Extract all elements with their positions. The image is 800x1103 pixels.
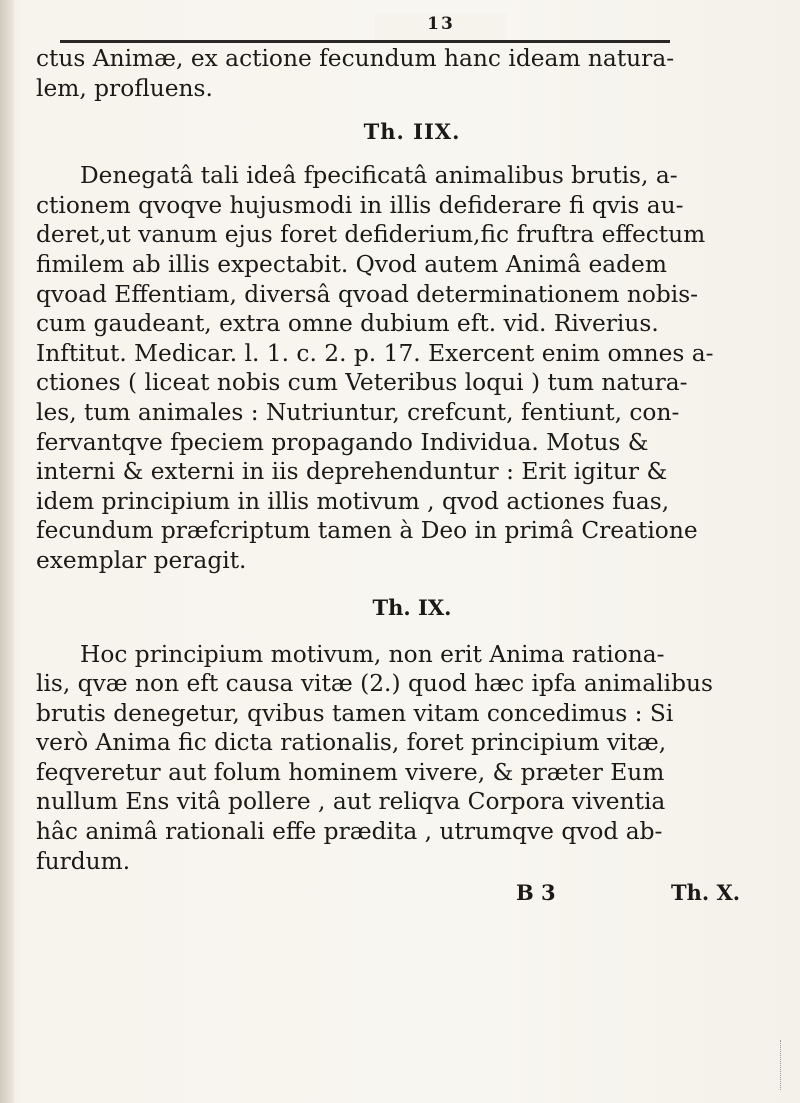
paper-fold-mark [780,1040,791,1090]
text-line: ctus Animæ, ex actione fecundum hanc ideam natura- [36,45,675,72]
text-line: Denegatâ tali ideâ fpecificatâ animalibus brutis, a- [80,162,678,190]
text-line: les, tum animales : Nutriuntur, crefcunt, fentiunt, con- [36,398,680,426]
page-edge-shadow [0,0,14,1103]
text-line: fimilem ab illis expectabit. Qvod autem Animâ eadem [36,250,667,278]
text-line: idem principium in illis motivum , qvod actiones fuas, [36,487,670,515]
text-line: qvoad Effentiam, diversâ qvoad determinationem nobis- [36,280,699,308]
text-line: fecundum præfcriptum tamen à Deo in primâ Creatione [36,517,698,545]
text-line: nullum Ens vitâ pollere , aut reliqva Corpora viventia [36,788,666,816]
page-footer [36,878,788,908]
text-line: ctionem qvoqve hujusmodi in illis defiderare fi qvis au- [36,191,684,219]
text-line: Inftitut. Medicar. l. 1. c. 2. p. 17. Exercent enim omnes a- [36,339,714,367]
text-line: interni & externi in iis deprehenduntur : Erit igitur & [36,458,668,486]
text-line: feqveretur aut folum hominem vivere, & præter Eum [36,758,665,786]
text-line: brutis denegetur, qvibus tamen vitam concedimus : Si [36,699,674,727]
thesis-heading: Th. IX. [372,594,452,620]
catchword: Th. X. [671,880,741,906]
text-line: hâc animâ rationali effe prædita , utrumqve qvod ab- [36,818,663,846]
text-line: fervantqve fpeciem propagando Individua. Motus & [36,428,649,456]
text-line: Hoc principium motivum, non erit Anima rationa- [80,640,665,668]
text-line: lis, qvæ non eft causa vitæ (2.) quod hæc ipfa animalibus [36,670,713,698]
text-line: deret,ut vanum ejus foret defiderium,fic fruftra effectum [36,221,706,249]
signature-mark: B 3 [516,880,556,906]
text-line: cum gaudeant, extra omne dubium eft. vid. Riverius. [36,310,659,338]
header-rule [60,40,670,43]
text-line: furdum. [36,847,131,875]
text-line: verò Anima fic dicta rationalis, foret principium vitæ, [36,729,667,757]
page-header [0,0,800,50]
page-number: 13 [375,14,507,40]
text-line: exemplar peragit. [36,546,247,574]
page-body [36,44,788,908]
text-line: lem, profluens. [36,74,213,102]
text-line: ctiones ( liceat nobis cum Veteribus loqui ) tum natura- [36,369,688,397]
thesis-heading: Th. IIX. [363,119,461,145]
